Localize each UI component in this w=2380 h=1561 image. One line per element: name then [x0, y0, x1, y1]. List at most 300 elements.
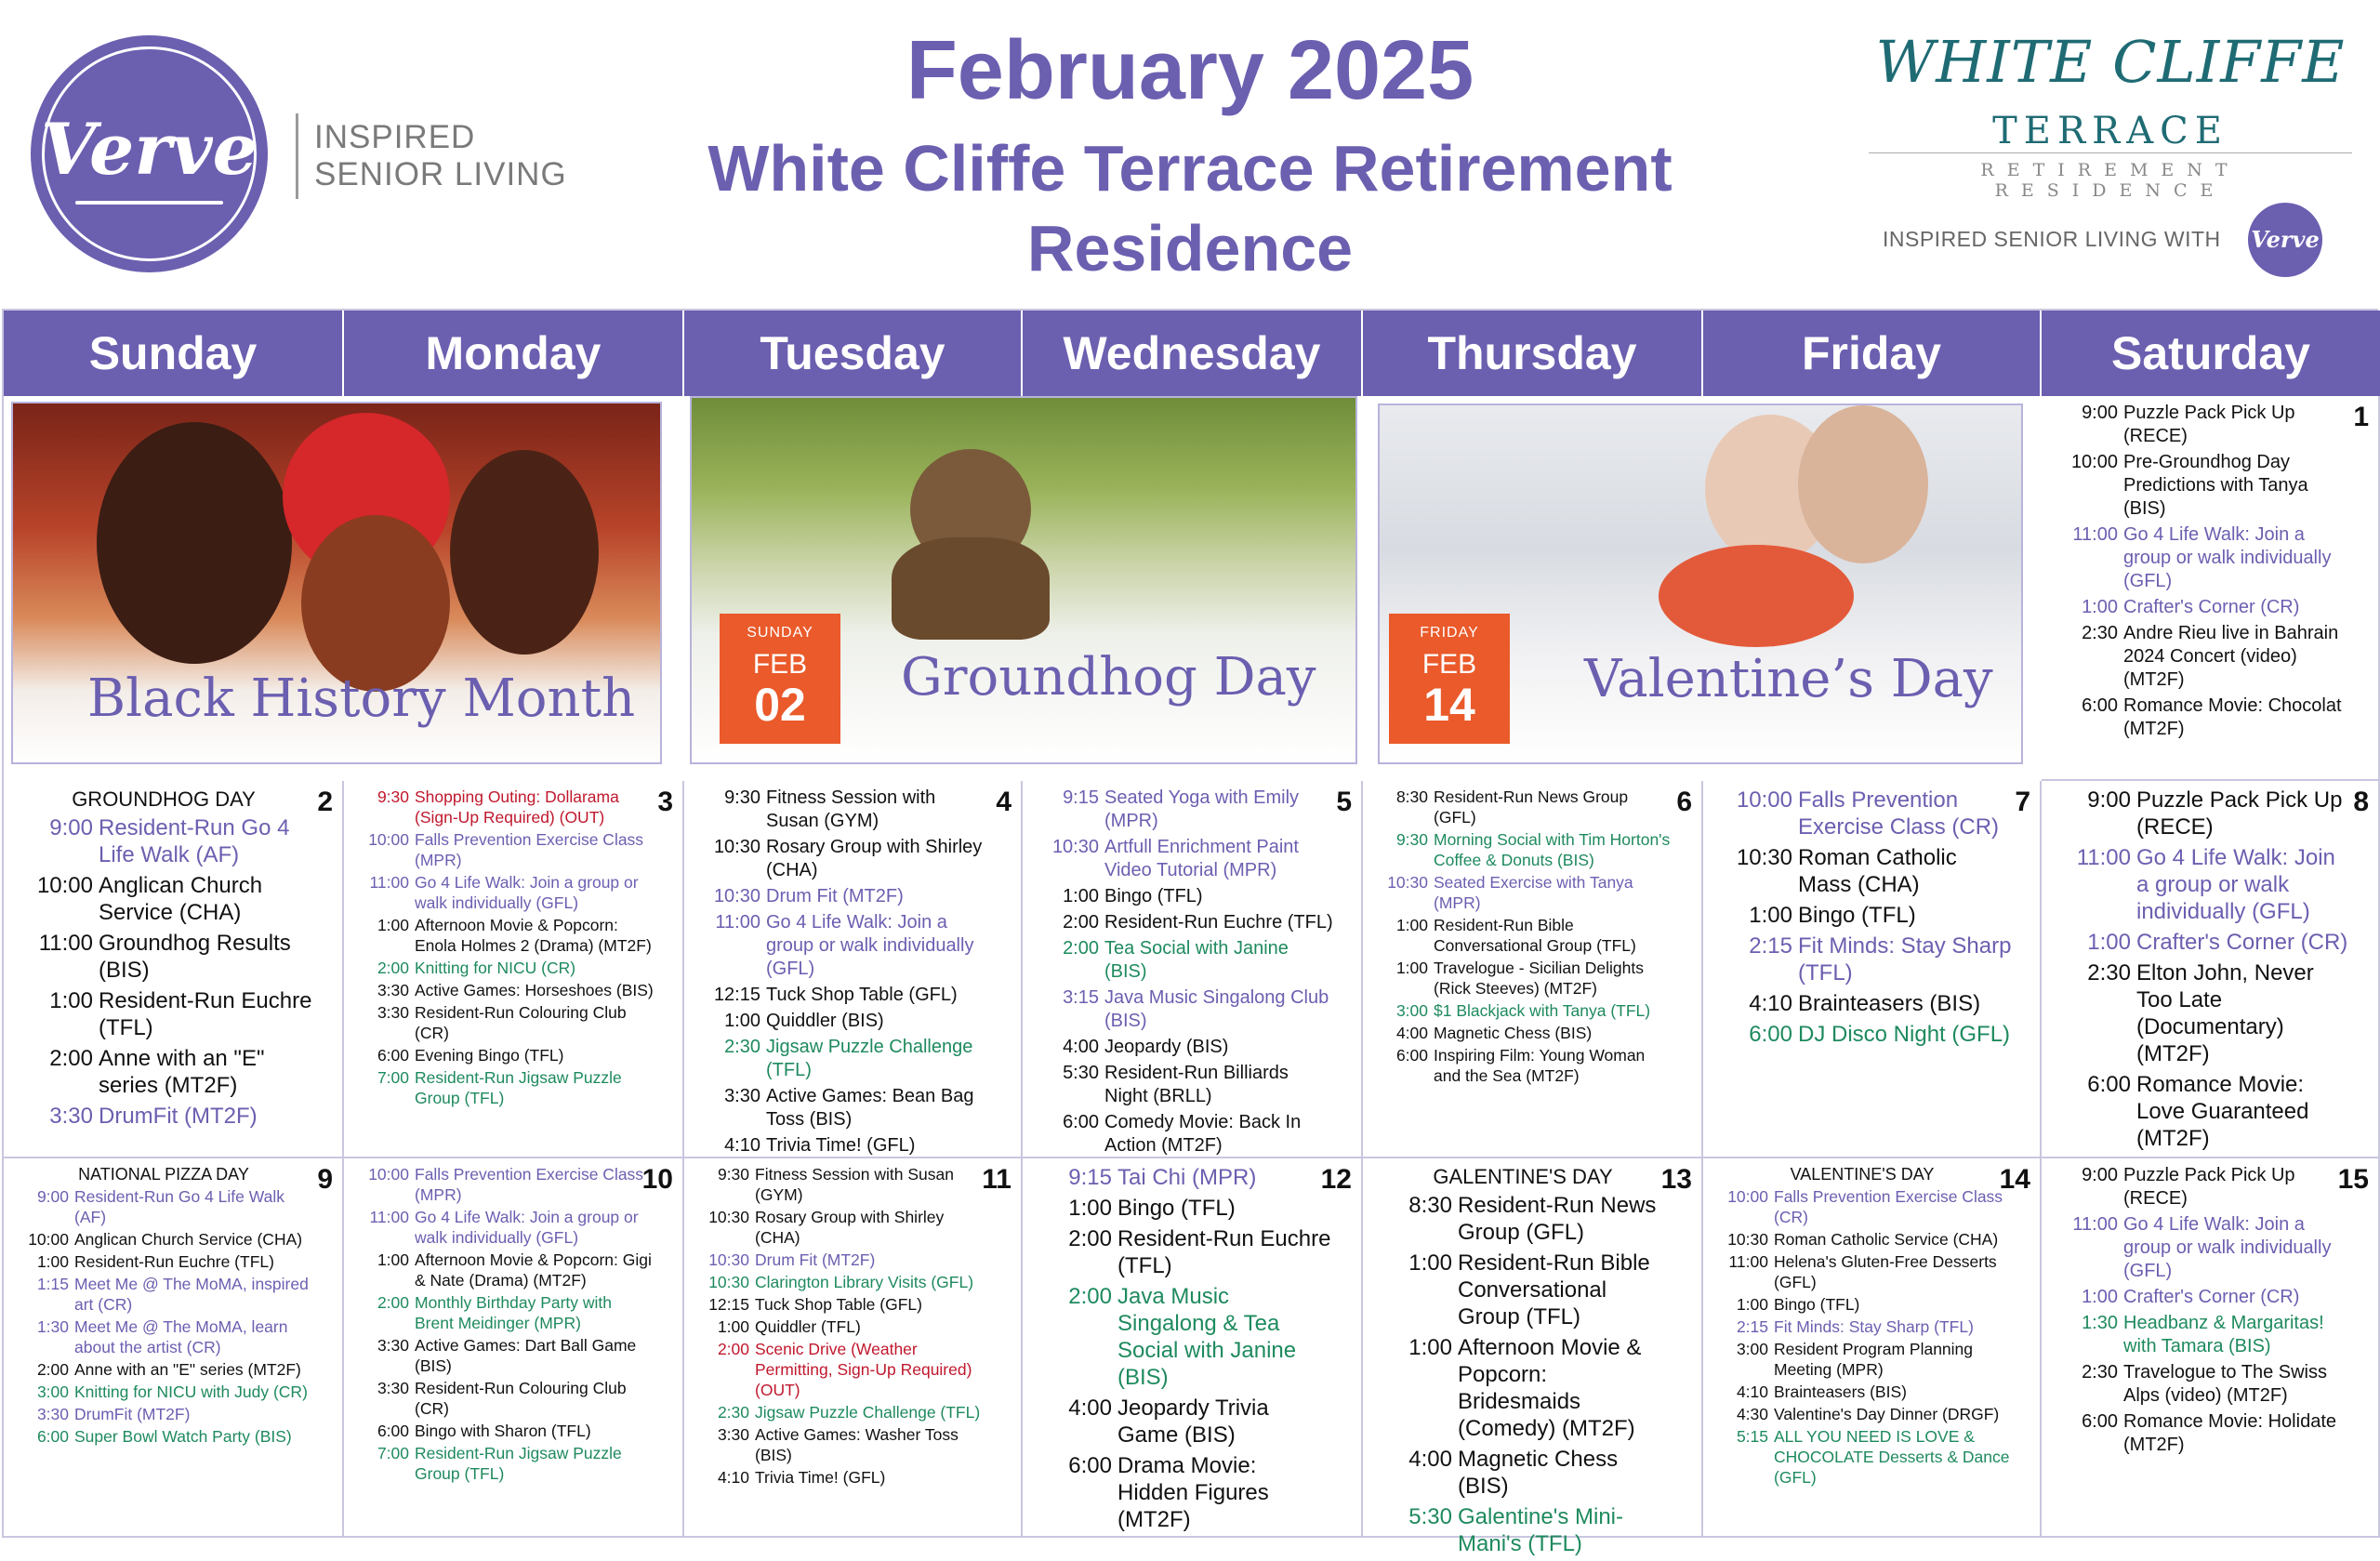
event-item	[353, 1164, 654, 1205]
event-time: 9:15	[1063, 787, 1099, 808]
event-list	[2051, 787, 2350, 1156]
event-time: 9:30	[377, 787, 409, 806]
event-name: Falls Prevention Exercise Class (CR)	[1774, 1187, 2003, 1226]
event-item	[694, 1207, 993, 1248]
event-list	[694, 1164, 993, 1489]
event-item	[694, 836, 993, 882]
event-name: ALL YOU NEED IS LOVE & CHOCOLATE Desserts & Dance (GFL)	[1774, 1427, 2010, 1487]
logo-divider	[296, 113, 298, 199]
event-name: Knitting for NICU with Judy (CR)	[74, 1382, 308, 1401]
event-item	[1032, 1164, 1333, 1191]
event-time: 6:00	[377, 1422, 409, 1440]
event-name: Meet Me @ The MoMA, learn about the artist (CR)	[74, 1317, 288, 1356]
event-time: 3:30	[49, 1104, 93, 1129]
event-time: 3:30	[36, 1405, 69, 1423]
event-time: 1:00	[1395, 959, 1428, 977]
event-item	[1032, 1036, 1333, 1059]
day-number: 8	[2353, 787, 2369, 817]
event-item	[1032, 1452, 1333, 1533]
event-item	[694, 1164, 993, 1205]
white-cliffe-logo	[1859, 28, 2361, 288]
event-time: 2:30	[2082, 623, 2118, 643]
event-name: Trivia Time! (GFL)	[755, 1468, 886, 1487]
event-item	[353, 980, 654, 1000]
event-time: 3:30	[377, 1003, 409, 1022]
event-name: Jeopardy Trivia Game (BIS)	[1117, 1396, 1269, 1448]
event-time: 9:15	[1068, 1165, 1112, 1190]
event-time: 10:30	[1736, 845, 1792, 870]
event-name: Puzzle Pack Pick Up (RECE)	[2123, 1165, 2295, 1209]
day-cell	[2042, 396, 2380, 781]
event-time: 11:00	[2072, 1214, 2118, 1235]
event-time: 6:00	[36, 1427, 69, 1446]
event-item	[694, 1134, 993, 1158]
event-name: Headbanz & Margaritas! with Tamara (BIS)	[2123, 1313, 2324, 1356]
day-number: 14	[1999, 1164, 2030, 1195]
event-item	[353, 1250, 654, 1290]
event-name: Pre-Groundhog Day Predictions with Tanya (BIS)	[2123, 452, 2308, 519]
day-cell	[4, 1158, 344, 1538]
event-time: 3:30	[377, 1379, 409, 1397]
event-name: Resident-Run Jigsaw Puzzle Group (TFL)	[415, 1068, 622, 1107]
event-time: 9:00	[2082, 403, 2118, 423]
event-list	[1032, 1164, 1333, 1537]
event-name: Afternoon Movie & Popcorn: Enola Holmes 2 (Drama) (MT2F)	[415, 916, 652, 955]
event-time: 2:15	[1749, 933, 1792, 959]
event-item	[694, 1402, 993, 1422]
event-time: 10:30	[713, 837, 760, 857]
event-name: Jeopardy (BIS)	[1104, 1037, 1229, 1057]
verve-tagline	[314, 119, 567, 193]
event-item	[1032, 986, 1333, 1033]
event-name: Rosary Group with Shirley (CHA)	[766, 837, 983, 880]
event-name: Afternoon Movie & Popcorn: Bridesmaids (Comedy) (MT2F)	[1458, 1335, 1642, 1441]
event-name: Elton John, Never Too Late (Documentary) (MT2F)	[2136, 960, 2314, 1066]
event-name: Crafter's Corner (CR)	[2123, 1287, 2300, 1307]
event-time: 1:00	[1395, 916, 1428, 934]
event-item	[694, 1085, 993, 1131]
event-time: 4:00	[1068, 1396, 1112, 1421]
event-item	[13, 1045, 314, 1099]
event-name: Groundhog Results (BIS)	[99, 931, 291, 983]
event-name: Resident-Run Bible Conversational Group (TFL)	[1434, 916, 1636, 955]
event-time: 1:00	[2087, 930, 2131, 955]
event-item	[694, 1010, 993, 1033]
ghd-title: Groundhog Day	[901, 647, 1316, 708]
event-time: 1:00	[1408, 1335, 1452, 1360]
event-item	[13, 1404, 314, 1424]
event-list	[13, 787, 314, 1133]
event-item	[1032, 1195, 1333, 1222]
event-item	[353, 1378, 654, 1419]
event-time: 6:00	[2082, 1411, 2118, 1432]
event-item	[1032, 1395, 1333, 1449]
event-name: Resident-Run Billiards Night (BRLL)	[1104, 1063, 1289, 1106]
event-item	[694, 1272, 993, 1292]
event-name: Knitting for NICU (CR)	[415, 959, 576, 977]
event-time: 6:00	[1068, 1453, 1112, 1478]
event-item	[1372, 1023, 1673, 1043]
event-time: 1:00	[1736, 1295, 1768, 1314]
event-time: 2:00	[717, 1340, 749, 1358]
event-time: 3:15	[1063, 987, 1099, 1008]
event-name: Inspiring Film: Young Woman and the Sea (MT2F)	[1434, 1046, 1646, 1085]
event-time: 2:00	[49, 1046, 93, 1071]
event-time: 1:00	[717, 1317, 749, 1336]
event-name: Active Games: Horseshoes (BIS)	[415, 981, 654, 999]
event-item	[353, 958, 654, 978]
event-name: Go 4 Life Walk: Join a group or walk individually (GFL)	[2123, 524, 2332, 591]
event-name: Meet Me @ The MoMA, inspired art (CR)	[74, 1275, 309, 1314]
month-title: February 2025	[906, 24, 1474, 117]
event-time: 9:30	[1395, 830, 1428, 849]
event-name: Roman Catholic Mass (CHA)	[1798, 845, 1957, 897]
event-name: Go 4 Life Walk: Join a group or walk individually (GFL)	[2123, 1214, 2332, 1281]
calendar-header	[0, 0, 2380, 307]
event-time: 1:00	[377, 1250, 409, 1269]
black-history-month-banner	[11, 402, 662, 764]
event-item	[2051, 844, 2350, 925]
event-item	[694, 911, 993, 981]
event-item	[13, 1251, 314, 1272]
event-name: Travelogue to The Swiss Alps (video) (MT2F)	[2123, 1362, 2327, 1406]
day-number: 11	[982, 1164, 1012, 1195]
man-face	[1798, 405, 1928, 563]
event-time: 1:00	[1063, 886, 1099, 906]
event-time: 4:00	[1408, 1447, 1452, 1472]
event-time: 4:10	[1749, 991, 1792, 1016]
event-time: 2:00	[377, 1293, 409, 1312]
event-name: Seated Yoga with Emily (MPR)	[1104, 787, 1300, 831]
event-time: 3:30	[377, 1336, 409, 1355]
date-tile-day: 02	[754, 679, 806, 731]
event-time: 1:30	[36, 1317, 69, 1336]
event-time: 11:00	[369, 1208, 409, 1226]
event-item	[353, 1335, 654, 1376]
event-list	[1372, 1164, 1673, 1561]
event-name: Trivia Time! (GFL)	[766, 1135, 916, 1156]
event-time: 10:30	[1387, 873, 1428, 892]
day-cell	[684, 781, 1023, 1158]
event-item	[694, 885, 993, 908]
event-item	[2051, 523, 2350, 593]
event-time: 9:30	[724, 787, 760, 808]
event-name: Resident-Run Bible Conversational Group (TFL)	[1458, 1250, 1650, 1329]
event-time: 12:15	[708, 1295, 749, 1314]
date-tile-dow: FRIDAY	[1420, 625, 1479, 641]
event-item	[694, 1036, 993, 1082]
event-name: Brainteasers (BIS)	[1774, 1382, 1907, 1401]
day-number: 10	[641, 1164, 673, 1195]
event-time: 5:30	[1063, 1063, 1099, 1083]
event-item	[353, 787, 654, 827]
event-item	[694, 787, 993, 833]
calendar-grid	[2, 309, 2378, 1556]
event-name: Bingo (TFL)	[1774, 1295, 1860, 1314]
event-time: 7:00	[377, 1444, 409, 1462]
event-time: 6:00	[1395, 1046, 1428, 1065]
event-name: Jigsaw Puzzle Challenge (TFL)	[766, 1037, 973, 1080]
event-item	[1712, 990, 2012, 1017]
event-time: 11:00	[1728, 1252, 1768, 1271]
event-item	[1712, 933, 2012, 986]
event-item	[353, 1067, 654, 1108]
event-name: Drama Movie: Hidden Figures (MT2F)	[1117, 1453, 1269, 1532]
event-item	[1372, 1045, 1673, 1086]
event-time: 11:00	[2076, 845, 2131, 870]
event-item	[1032, 1225, 1333, 1279]
event-item	[1712, 787, 2012, 840]
event-list	[1372, 787, 1673, 1088]
event-item	[1712, 1251, 2012, 1292]
day-header-monday: Monday	[344, 311, 684, 396]
day-header-sunday: Sunday	[4, 311, 344, 396]
day-number: 13	[1660, 1164, 1692, 1195]
event-name: Go 4 Life Walk: Join a group or walk individually (GFL)	[766, 912, 974, 979]
event-item	[1372, 1446, 1673, 1500]
wct-residence: RETIREMENT RESIDENCE	[1980, 160, 2241, 201]
event-name: Travelogue - Sicilian Delights (Rick Steeves) (MT2F)	[1434, 959, 1644, 998]
event-time: 1:00	[1408, 1250, 1452, 1276]
day-cell	[1023, 1158, 1363, 1538]
wct-terrace: TERRACE	[1992, 110, 2228, 152]
event-item	[1712, 1316, 2012, 1337]
event-item	[1372, 829, 1673, 870]
event-item	[694, 1339, 993, 1400]
event-name: Jigsaw Puzzle Challenge (TFL)	[755, 1403, 981, 1422]
event-time: 6:00	[2082, 695, 2118, 716]
event-name: Tea Social with Janine (BIS)	[1104, 938, 1289, 982]
verve-tagline-line-1: INSPIRED	[314, 119, 476, 155]
event-item	[1372, 1503, 1673, 1557]
event-name: Active Games: Washer Toss (BIS)	[755, 1425, 959, 1464]
event-time: 11:00	[2072, 524, 2118, 545]
event-item	[2051, 1164, 2350, 1210]
event-time: 5:30	[1408, 1504, 1452, 1529]
event-time: 10:00	[1727, 1187, 1768, 1206]
event-time: 3:30	[717, 1425, 749, 1444]
event-name: Super Bowl Watch Party (BIS)	[74, 1427, 292, 1446]
event-name: Anne with an "E" series (MT2F)	[99, 1046, 265, 1098]
day-header-saturday: Saturday	[2042, 311, 2380, 396]
day-cell	[344, 781, 684, 1158]
event-item	[1372, 1000, 1673, 1021]
event-time: 10:30	[708, 1273, 749, 1291]
valentines-day-banner	[1378, 403, 2023, 764]
event-time: 2:30	[2087, 960, 2131, 986]
event-item	[353, 915, 654, 956]
event-name: DrumFit (MT2F)	[99, 1104, 258, 1129]
event-item	[694, 1250, 993, 1270]
event-item	[353, 872, 654, 913]
event-item	[2051, 1312, 2350, 1358]
event-item	[2051, 959, 2350, 1067]
day-number: 2	[317, 787, 333, 817]
event-list	[13, 1164, 314, 1449]
figure-silhouette	[301, 515, 450, 692]
day-cell	[1363, 1158, 1703, 1556]
event-time: 2:30	[717, 1403, 749, 1422]
event-time: 4:10	[1736, 1382, 1768, 1401]
event-time: 2:00	[1063, 938, 1099, 959]
event-item	[1372, 1192, 1673, 1246]
event-time: 2:30	[724, 1037, 760, 1057]
date-tile-month: FEB	[752, 649, 808, 680]
event-item	[2051, 1213, 2350, 1283]
event-name: Falls Prevention Exercise Class (MPR)	[415, 1165, 644, 1204]
event-item	[13, 1316, 314, 1357]
day-number: 5	[1336, 787, 1352, 817]
event-item	[694, 1316, 993, 1337]
event-time: 7:00	[377, 1068, 409, 1087]
event-time: 2:00	[36, 1360, 69, 1379]
event-name: Resident-Run Colouring Club (CR)	[415, 1379, 627, 1418]
day-number: 7	[2015, 787, 2030, 817]
event-name: Falls Prevention Exercise Class (CR)	[1798, 787, 2000, 840]
event-time: 12:15	[713, 985, 760, 1005]
event-time: 4:30	[1736, 1405, 1768, 1423]
day-number: 6	[1676, 787, 1692, 817]
event-item	[2051, 787, 2350, 840]
event-list	[2051, 402, 2350, 744]
verve-logo-swoosh	[75, 201, 223, 205]
event-list	[694, 787, 993, 1160]
event-name: Andre Rieu live in Bahrain 2024 Concert (video) (MT2F)	[2123, 623, 2339, 690]
event-item	[2051, 1410, 2350, 1457]
day-header-wednesday: Wednesday	[1023, 311, 1363, 396]
event-time: 3:00	[36, 1382, 69, 1401]
event-item	[2051, 929, 2350, 956]
verve-tagline-line-2: SENIOR LIVING	[314, 156, 567, 192]
event-time: 2:15	[1736, 1317, 1768, 1336]
event-item	[1032, 1062, 1333, 1108]
event-list	[1712, 1164, 2012, 1489]
event-time: 6:00	[2087, 1072, 2131, 1097]
figure-silhouette	[450, 450, 599, 655]
event-time: 3:30	[724, 1086, 760, 1106]
vday-title: Valentine’s Day	[1584, 649, 1993, 709]
event-time: 1:30	[2082, 1313, 2118, 1333]
event-name: Crafter's Corner (CR)	[2123, 597, 2300, 617]
event-name: Romance Movie: Chocolat (MT2F)	[2123, 695, 2342, 739]
event-time: 11:00	[715, 912, 760, 933]
event-time: 9:30	[717, 1165, 749, 1184]
event-time: 2:00	[1063, 912, 1099, 933]
event-item	[13, 1229, 314, 1250]
groundhog-date-tile	[720, 614, 840, 744]
event-item	[1712, 1404, 2012, 1424]
event-time: 6:00	[377, 1046, 409, 1065]
day-cell	[1023, 781, 1363, 1158]
event-item	[2051, 1286, 2350, 1309]
event-item	[1032, 787, 1333, 833]
event-item	[1032, 1111, 1333, 1158]
event-time: 10:00	[28, 1230, 69, 1249]
event-name: Brainteasers (BIS)	[1798, 991, 1981, 1016]
day-cell	[2042, 781, 2380, 1158]
event-name: DrumFit (MT2F)	[74, 1405, 191, 1423]
event-item	[1372, 1250, 1673, 1330]
event-item	[1712, 1229, 2012, 1250]
event-name: Puzzle Pack Pick Up (RECE)	[2123, 403, 2295, 446]
day-cell	[1363, 781, 1703, 1158]
event-item	[2051, 402, 2350, 448]
event-item	[353, 1292, 654, 1333]
event-name: Java Music Singalong & Tea Social with Janine (BIS)	[1117, 1284, 1297, 1390]
event-time: 2:00	[1068, 1226, 1112, 1251]
event-name: Fitness Session with Susan (GYM)	[755, 1165, 954, 1204]
event-item	[1712, 1382, 2012, 1402]
event-name: Tuck Shop Table (GFL)	[766, 985, 958, 1005]
event-time: 6:00	[1063, 1112, 1099, 1132]
event-name: Monthly Birthday Party with Brent Meidinger (MPR)	[415, 1293, 613, 1332]
event-name: Resident-Run Euchre (TFL)	[99, 988, 312, 1040]
event-time: 1:00	[49, 988, 93, 1013]
event-item	[694, 1467, 993, 1488]
event-item	[1032, 911, 1333, 934]
event-time: 4:10	[717, 1468, 749, 1487]
event-time: 10:30	[708, 1250, 749, 1269]
event-name: Seated Exercise with Tanya (MPR)	[1434, 873, 1633, 912]
day-cell	[1703, 1158, 2042, 1538]
event-time: 10:00	[368, 830, 409, 849]
event-item	[1032, 937, 1333, 984]
event-name: Evening Bingo (TFL)	[415, 1046, 564, 1065]
day-cell	[344, 1158, 684, 1538]
event-item	[13, 1274, 314, 1315]
event-item	[694, 984, 993, 1007]
event-name: Crafter's Corner (CR)	[2136, 930, 2348, 955]
event-item	[1712, 1021, 2012, 1048]
event-item	[13, 814, 314, 868]
event-name: Fitness Session with Susan (GYM)	[766, 787, 936, 831]
event-name: Drum Fit (MT2F)	[766, 886, 904, 906]
event-name: Magnetic Chess (BIS)	[1434, 1024, 1593, 1042]
event-time: 11:00	[38, 931, 93, 956]
event-time: 4:10	[724, 1135, 760, 1156]
event-time: 10:00	[2070, 452, 2118, 472]
event-item	[353, 1421, 654, 1441]
event-item	[13, 987, 314, 1041]
day-number: 12	[1320, 1164, 1352, 1195]
event-time: 10:30	[1727, 1230, 1768, 1249]
event-name: Puzzle Pack Pick Up (RECE)	[2136, 787, 2343, 840]
event-name: Bingo (TFL)	[1117, 1196, 1236, 1221]
event-name: Quiddler (BIS)	[766, 1011, 884, 1031]
event-item	[1712, 1426, 2012, 1488]
event-item	[353, 829, 654, 870]
event-time: 1:00	[724, 1011, 760, 1031]
event-item	[1712, 902, 2012, 929]
event-time: 1:00	[1068, 1196, 1112, 1221]
event-name: Tai Chi (MPR)	[1117, 1165, 1257, 1190]
event-name: Rosary Group with Shirley (CHA)	[755, 1208, 945, 1247]
event-item	[2051, 596, 2350, 619]
event-time: 10:30	[1051, 837, 1099, 857]
day-number: 15	[2337, 1164, 2369, 1195]
event-name: Bingo with Sharon (TFL)	[415, 1422, 591, 1440]
event-name: DJ Disco Night (GFL)	[1798, 1022, 2011, 1047]
wct-name: WHITE CLIFFE	[1875, 28, 2346, 96]
valentines-date-tile	[1389, 614, 1510, 744]
event-item	[13, 1103, 314, 1130]
event-time: 9:00	[49, 815, 93, 840]
event-name: Active Games: Dart Ball Game (BIS)	[415, 1336, 637, 1375]
holiday-label: VALENTINE'S DAY	[1790, 1165, 1935, 1184]
event-item	[13, 1382, 314, 1402]
event-name: Fit Minds: Stay Sharp (TFL)	[1774, 1317, 1974, 1336]
holiday-label: NATIONAL PIZZA DAY	[78, 1165, 249, 1184]
